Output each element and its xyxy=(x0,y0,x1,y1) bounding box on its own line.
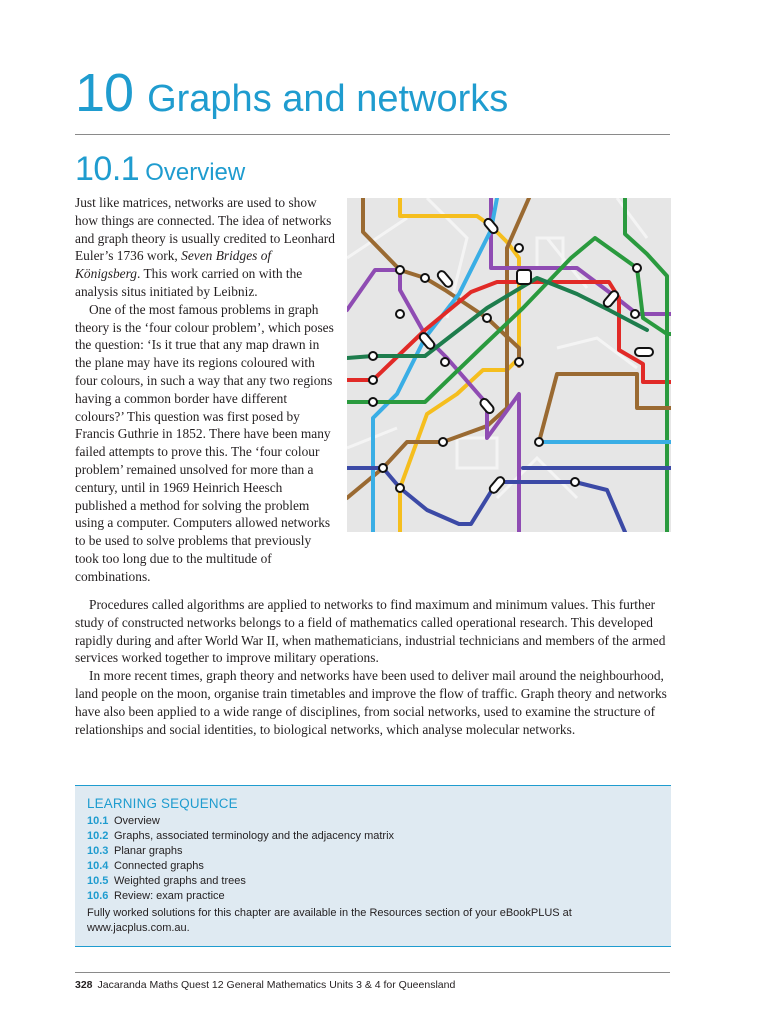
chapter-title: Graphs and networks xyxy=(147,78,509,120)
item-number: 10.6 xyxy=(87,890,109,902)
learning-sequence-item[interactable] xyxy=(87,874,394,889)
learning-sequence-heading: LEARNING SEQUENCE xyxy=(87,796,238,811)
section-number: 10.1 xyxy=(75,150,140,188)
work-title-italic: Seven Bridges of Königsberg xyxy=(75,248,272,282)
footer-divider xyxy=(75,972,670,973)
item-label: Overview xyxy=(114,815,160,827)
learning-sequence-item[interactable] xyxy=(87,814,394,829)
chapter-heading xyxy=(75,62,508,124)
chapter-number: 10 xyxy=(75,63,134,123)
item-label: Planar graphs xyxy=(114,845,183,857)
paragraph-text: Just like matrices, networks are used to show how things are connected. The idea of networks and graph theory is usually credited to Leonhard Euler’s 1736 work, xyxy=(75,195,335,264)
item-number: 10.3 xyxy=(87,845,109,857)
item-label: Weighted graphs and trees xyxy=(114,875,246,887)
main-text-block xyxy=(75,596,675,738)
solutions-note: Fully worked solutions for this chapter are available in the Resources section of your eBookPLUS at www.jacplus.com.au. xyxy=(87,907,572,934)
item-number: 10.5 xyxy=(87,875,109,887)
item-number: 10.2 xyxy=(87,830,109,842)
item-label: Connected graphs xyxy=(114,860,204,872)
book-title: Jacaranda Maths Quest 12 General Mathematics Units 3 & 4 for Queensland xyxy=(97,979,456,991)
paragraph-euler xyxy=(75,194,337,301)
section-heading xyxy=(75,150,245,189)
chapter-divider xyxy=(75,134,670,135)
paragraph-applications: In more recent times, graph theory and networks have been used to deliver mail around the neighbourhood, land people on the moon, organise train timetables and improve the flow of traffic. Graph theory and networks have also been applied to a wide range of disciplines, from social networks, used to examine the structure of relationships and social identities, to biological networks, which analyse molecular networks. xyxy=(75,668,667,737)
paragraph-four-colour: One of the most famous problems in graph theory is the ‘four colour problem’, which poses the question: ‘Is it true that any map drawn in the plane may have its regions coloured with four colours, in such a way that any two regions having a common border have different colours?’ This question was first posed by Francis Guthrie in 1852. There have been many failed attempts to prove this. The ‘four colour problem’ remained unsolved for more than a century, until in 1969 Heinrich Heesch published a method for solving the problem using a computer. Computers allowed networks to be used to solve problems that previously took too long due to the multitude of combinations. xyxy=(75,301,334,584)
page-footer xyxy=(75,979,455,991)
learning-sequence-item[interactable] xyxy=(87,829,394,844)
item-label: Graphs, associated terminology and the adjacency matrix xyxy=(114,830,395,842)
item-number: 10.4 xyxy=(87,860,109,872)
section-title: Overview xyxy=(145,159,246,186)
learning-sequence-box xyxy=(75,785,671,947)
item-label: Review: exam practice xyxy=(114,890,225,902)
learning-sequence-item[interactable] xyxy=(87,859,394,874)
item-number: 10.1 xyxy=(87,815,109,827)
page-number: 328 xyxy=(75,979,93,991)
learning-sequence-list xyxy=(87,814,394,904)
paragraph-algorithms: Procedures called algorithms are applied to networks to find maximum and minimum values. This further study of constructed networks belongs to a field of mathematics called operational research. This developed rapidly during and after World War II, when mathematicians, industrial technicians and members of the armed services worked together to improve military operations. xyxy=(75,597,666,666)
paragraph-text: . This work carried on with the analysis situs initiated by Leibniz. xyxy=(75,266,303,299)
intro-text-column xyxy=(75,194,337,586)
metro-map-figure xyxy=(347,198,671,532)
learning-sequence-item[interactable] xyxy=(87,889,394,904)
learning-sequence-item[interactable] xyxy=(87,844,394,859)
